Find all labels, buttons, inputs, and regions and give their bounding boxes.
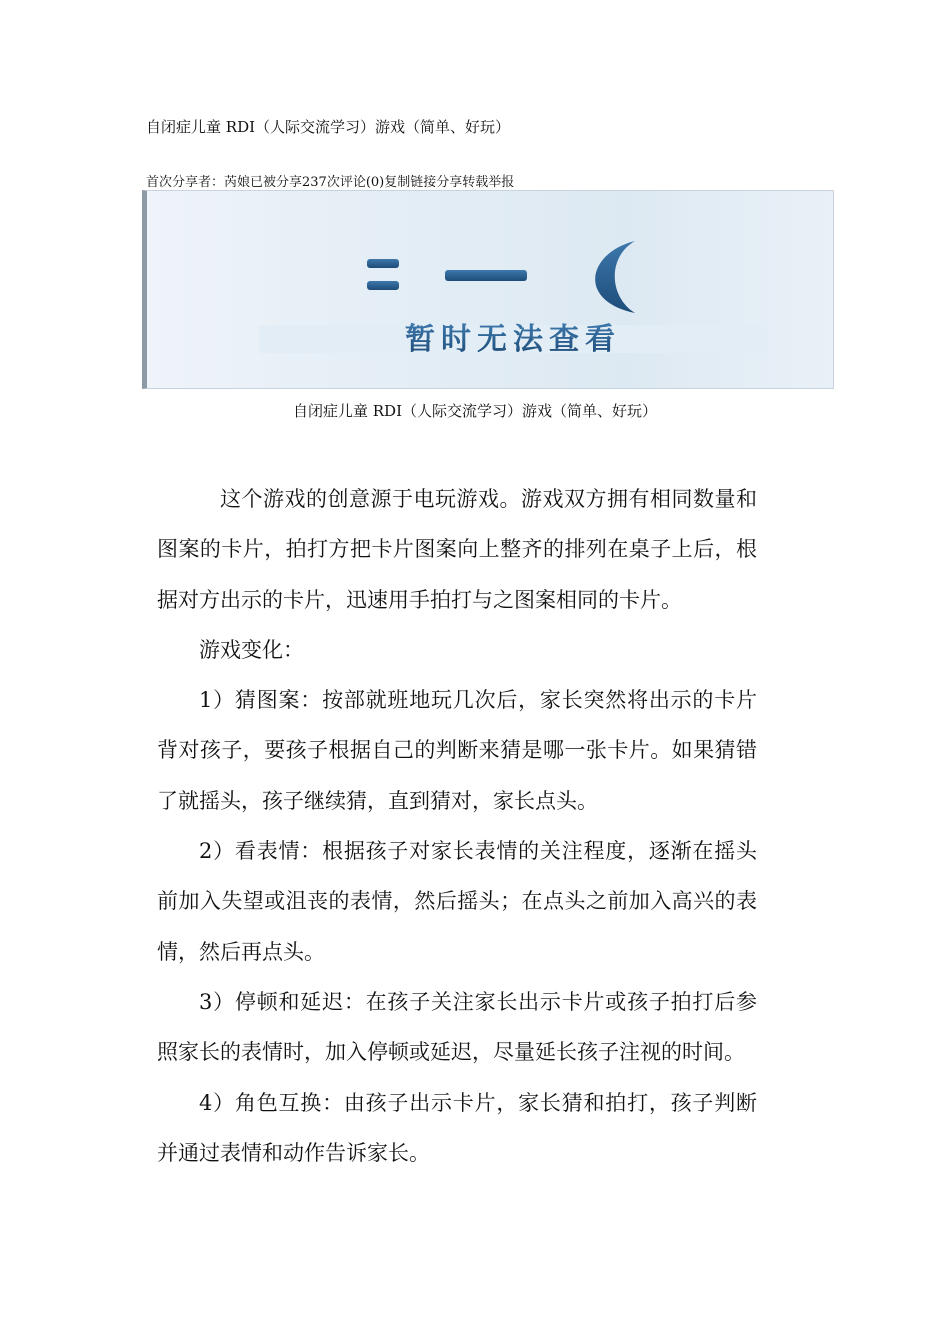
share-info-line: 首次分享者：芮娘已被分享237次评论(0)复制链接分享转载举报 (146, 175, 515, 190)
article-body (157, 474, 757, 1178)
image-unavailable-placeholder (142, 190, 834, 389)
document-title: 自闭症儿童 RDI（人际交流学习）游戏（简单、好玩） (146, 118, 511, 136)
paragraph-variation-4: 4）角色互换：由孩子出示卡片，家长猜和拍打，孩子判断并通过表情和动作告诉家长。 (157, 1090, 757, 1165)
paragraph-variation-1: 1）猜图案：按部就班地玩几次后，家长突然将出示的卡片背对孩子，要孩子根据自己的判断来猜是哪一张卡片。如果猜错了就摇头，孩子继续猜，直到猜对，家长点头。 (157, 688, 757, 813)
paragraph-variations-heading: 游戏变化： (199, 637, 304, 662)
paragraph-variation-3: 3）停顿和延迟：在孩子关注家长出示卡片或孩子拍打后参照家长的表情时，加入停顿或延迟，尽量延长孩子注视的时间。 (157, 989, 757, 1065)
paragraph-intro: 这个游戏的创意源于电玩游戏。游戏双方拥有相同数量和图案的卡片，拍打方把卡片图案向上整齐的排列在桌子上后，根据对方出示的卡片，迅速用手拍打与之图案相同的卡片。 (157, 487, 757, 612)
sad-face-icon (147, 191, 834, 388)
placeholder-text: 暂时无法查看 (405, 322, 621, 357)
image-caption: 自闭症儿童 RDI（人际交流学习）游戏（简单、好玩） (292, 402, 658, 420)
paragraph-variation-2: 2）看表情：根据孩子对家长表情的关注程度，逐渐在摇头前加入失望或沮丧的表情，然后摇头；在点头之前加入高兴的表情，然后再点头。 (157, 839, 757, 964)
placeholder-text-block (259, 322, 767, 357)
